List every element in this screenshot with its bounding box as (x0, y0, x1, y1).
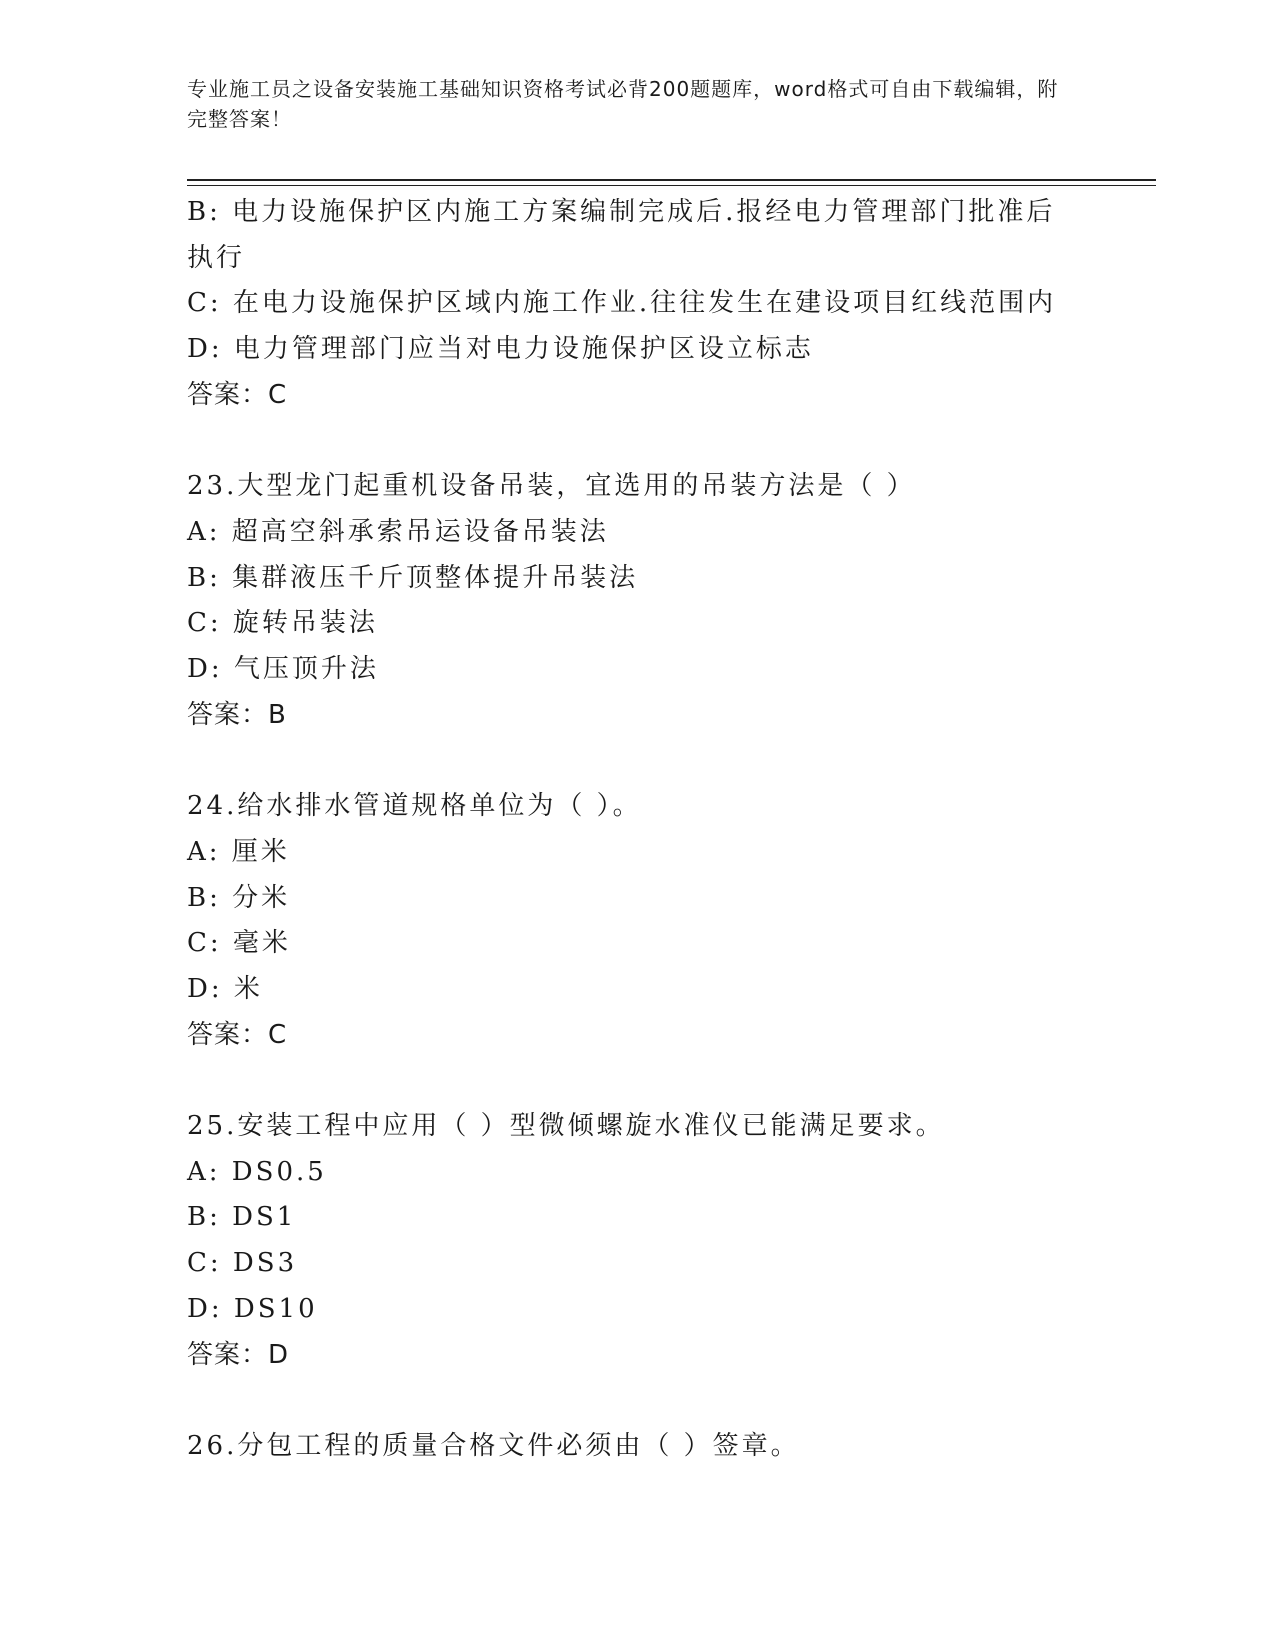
spacer (187, 1058, 1067, 1104)
question-22 (187, 190, 1067, 419)
answer: 答案：C (187, 379, 288, 410)
option-d: D: 电力管理部门应当对电力设施保护区设立标志 (187, 334, 814, 365)
header-divider-thick (187, 179, 1156, 181)
answer: 答案：C (187, 1019, 288, 1050)
question-25 (187, 1104, 1067, 1378)
question-list (187, 190, 1067, 1470)
answer: 答案：D (187, 1339, 290, 1370)
option-c: C: 毫米 (187, 928, 291, 959)
option-c: C: 旋转吊装法 (187, 608, 378, 639)
option-d: D: DS10 (187, 1293, 318, 1324)
option-a: A: DS0.5 (187, 1156, 327, 1187)
option-b: B: 分米 (187, 882, 291, 913)
spacer (187, 419, 1067, 465)
spacer (187, 738, 1067, 784)
question-text: 25.安装工程中应用（ ）型微倾螺旋水准仪已能满足要求。 (187, 1111, 945, 1142)
question-text: 23.大型龙门起重机设备吊装，宜选用的吊装方法是（ ） (187, 471, 916, 502)
option-b: B: DS1 (187, 1202, 297, 1233)
header-title: 专业施工员之设备安装施工基础知识资格考试必背200题题库，word格式可自由下载编辑，附完整答案！ (187, 77, 1059, 131)
option-a: A: 超高空斜承索吊运设备吊装法 (187, 516, 609, 547)
option-c: C: 在电力设施保护区域内施工作业.往往发生在建设项目红线范围内 (187, 288, 1057, 319)
option-a: A: 厘米 (187, 836, 290, 867)
option-d: D: 气压顶升法 (187, 654, 379, 685)
spacer (187, 1378, 1067, 1424)
answer: 答案：B (187, 699, 287, 730)
header-divider-thin (187, 185, 1156, 186)
question-text: 26.分包工程的质量合格文件必须由（ ）签章。 (187, 1430, 800, 1461)
option-d: D: 米 (187, 973, 263, 1004)
question-24 (187, 784, 1067, 1058)
question-23 (187, 464, 1067, 738)
question-26 (187, 1424, 1067, 1470)
option-c: C: DS3 (187, 1248, 298, 1279)
question-text: 24.给水排水管道规格单位为（ ）。 (187, 791, 642, 822)
document-header (187, 74, 1067, 134)
option-b: B: 电力设施保护区内施工方案编制完成后.报经电力管理部门批准后执行 (187, 197, 1056, 273)
option-b: B: 集群液压千斤顶整体提升吊装法 (187, 562, 639, 593)
